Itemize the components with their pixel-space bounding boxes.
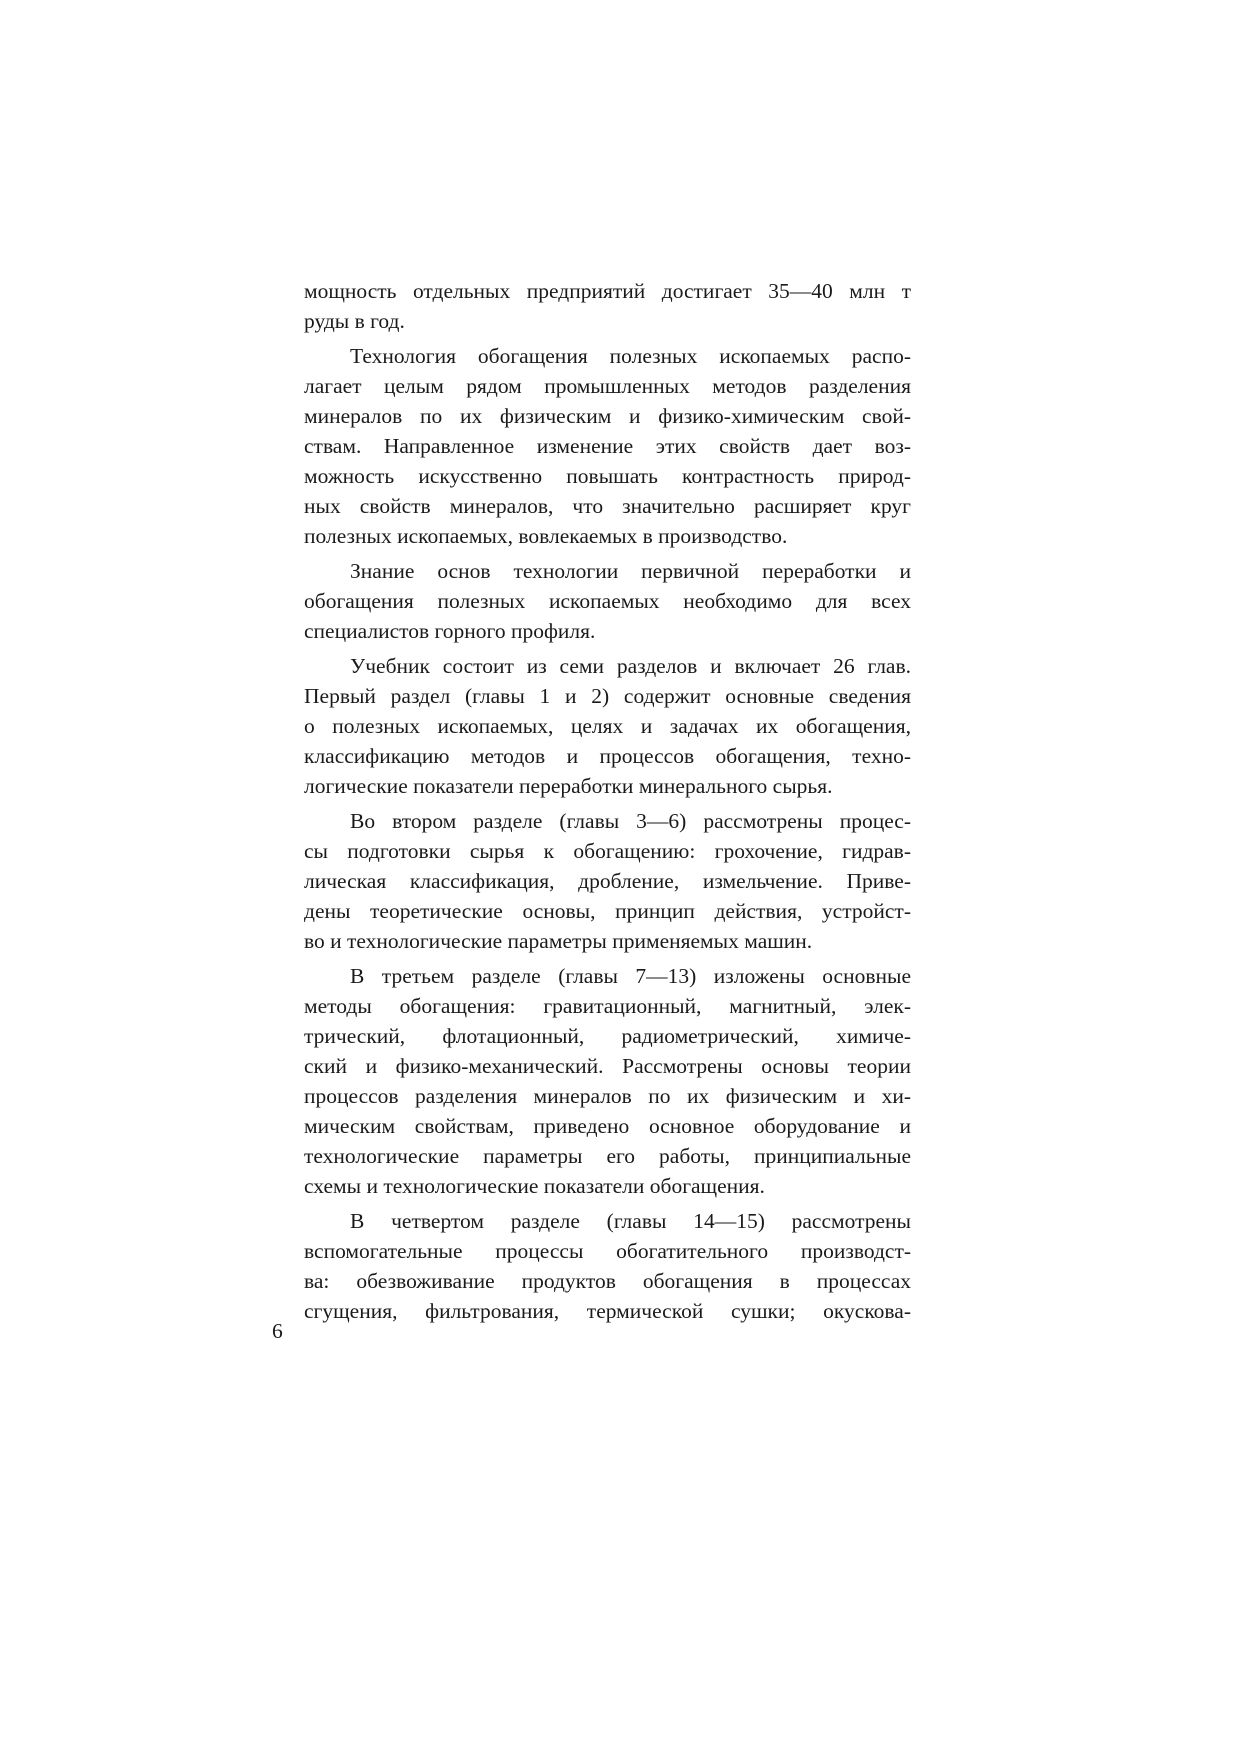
text-line: ский и физико-механический. Рассмотрены основы теории bbox=[304, 1054, 911, 1078]
text-line: Знание основ технологии первичной переработки и bbox=[350, 559, 911, 583]
text-line: мощность отдельных предприятий достигает 35—40 млн т bbox=[304, 279, 911, 303]
text-line: трический, флотационный, радиометрический, химиче- bbox=[304, 1024, 911, 1048]
page-number: 6 bbox=[272, 1319, 283, 1343]
text-line: руды в год. bbox=[304, 309, 405, 333]
text-line: ва: обезвоживание продуктов обогащения в процессах bbox=[304, 1269, 911, 1293]
text-line: лагает целым рядом промышленных методов разделения bbox=[304, 374, 911, 398]
text-line: сы подготовки сырья к обогащению: грохочение, гидрав- bbox=[304, 839, 911, 863]
text-line: во и технологические параметры применяемых машин. bbox=[304, 929, 813, 953]
text-line: Во втором разделе (главы 3—6) рассмотрены процес- bbox=[350, 809, 911, 833]
text-line: В четвертом разделе (главы 14—15) рассмотрены bbox=[350, 1209, 911, 1233]
paragraph-6 bbox=[304, 961, 911, 1201]
paragraph-3 bbox=[304, 556, 911, 646]
text-line: можность искусственно повышать контрастность природ- bbox=[304, 464, 911, 488]
paragraph-2 bbox=[304, 341, 911, 551]
page-body bbox=[304, 276, 911, 1331]
text-line: логические показатели переработки минерального сырья. bbox=[304, 774, 833, 798]
text-line: вспомогательные процессы обогатительного производст- bbox=[304, 1239, 911, 1263]
paragraph-5 bbox=[304, 806, 911, 956]
text-line: процессов разделения минералов по их физическим и хи- bbox=[304, 1084, 911, 1108]
text-line: Первый раздел (главы 1 и 2) содержит основные сведения bbox=[304, 684, 911, 708]
paragraph-4 bbox=[304, 651, 911, 801]
paragraph-7 bbox=[304, 1206, 911, 1326]
text-line: ствам. Направленное изменение этих свойств дает воз- bbox=[304, 434, 911, 458]
text-line: Учебник состоит из семи разделов и включает 26 глав. bbox=[350, 654, 911, 678]
text-line: о полезных ископаемых, целях и задачах их обогащения, bbox=[304, 714, 911, 738]
text-line: обогащения полезных ископаемых необходимо для всех bbox=[304, 589, 911, 613]
text-line: технологические параметры его работы, принципиальные bbox=[304, 1144, 911, 1168]
paragraph-1 bbox=[304, 276, 911, 336]
text-line: мическим свойствам, приведено основное оборудование и bbox=[304, 1114, 911, 1138]
text-line: полезных ископаемых, вовлекаемых в производство. bbox=[304, 524, 788, 548]
text-line: методы обогащения: гравитационный, магнитный, элек- bbox=[304, 994, 911, 1018]
text-line: минералов по их физическим и физико-химическим свой- bbox=[304, 404, 911, 428]
text-line: дены теоретические основы, принцип действия, устройст- bbox=[304, 899, 911, 923]
text-line: лическая классификация, дробление, измельчение. Приве- bbox=[304, 869, 911, 893]
text-line: классификацию методов и процессов обогащения, техно- bbox=[304, 744, 911, 768]
text-line: В третьем разделе (главы 7—13) изложены основные bbox=[350, 964, 911, 988]
text-line: Технология обогащения полезных ископаемых распо- bbox=[350, 344, 911, 368]
text-line: ных свойств минералов, что значительно расширяет круг bbox=[304, 494, 911, 518]
text-line: специалистов горного профиля. bbox=[304, 619, 596, 643]
text-line: схемы и технологические показатели обогащения. bbox=[304, 1174, 765, 1198]
text-line: сгущения, фильтрования, термической сушки; окускова- bbox=[304, 1299, 911, 1323]
